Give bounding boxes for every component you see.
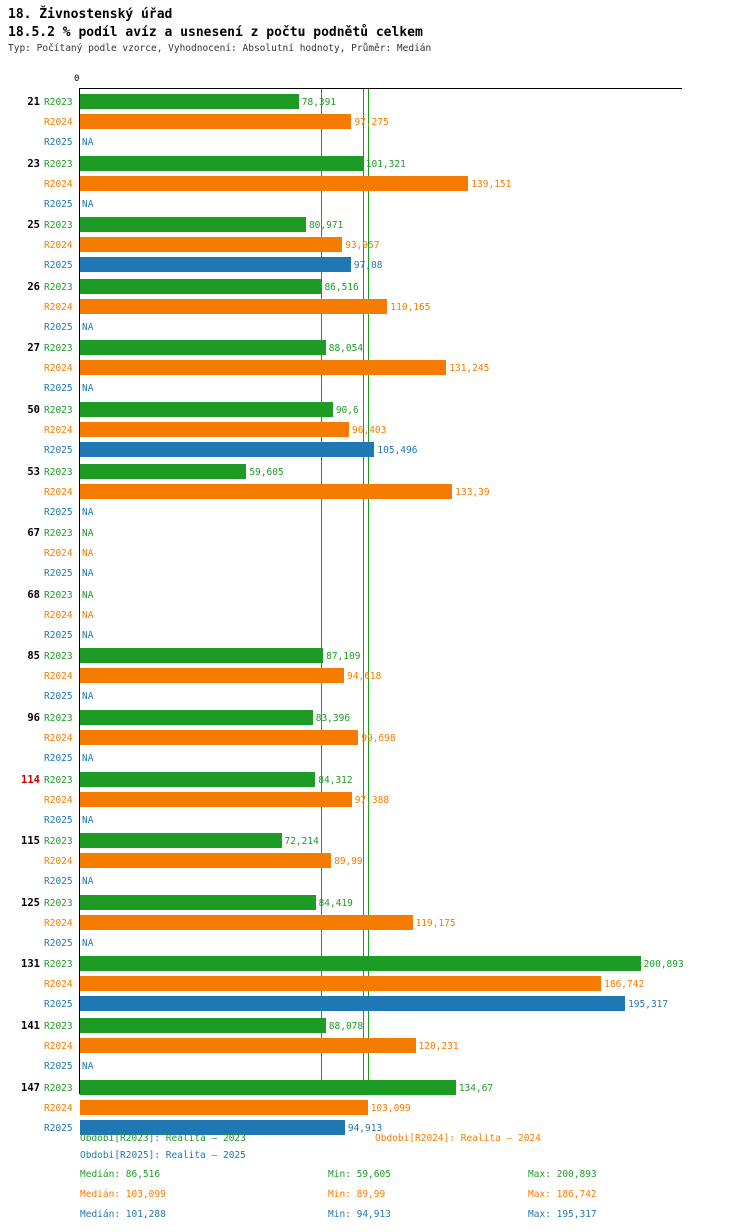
legend-stat-median-2: Medián: 103,099 [80,1189,166,1200]
bar-value-label: 94,618 [347,671,382,683]
chart-bar-row [0,933,750,953]
group-label-147: 147 [21,1081,40,1094]
bar-na-label: NA [82,1061,94,1072]
x-axis-zero-tick: 0 [74,74,80,84]
group-label-115: 115 [21,835,40,848]
series-label-R2024: R2024 [44,486,73,498]
series-label-R2023: R2023 [44,466,73,478]
chart-bar-row [0,810,750,830]
bar-value-label: 97,388 [354,794,390,806]
bar-131-R2023[interactable] [80,956,641,971]
series-label-R2023: R2023 [44,589,73,601]
group-label-23: 23 [27,157,40,170]
chart-group [0,708,750,768]
chart-bar-row [0,686,750,706]
chart-bar-row [0,585,750,605]
series-label-R2025: R2025 [44,321,73,333]
chart-bar-row [0,92,750,112]
series-label-R2023: R2023 [44,836,73,848]
chart-bar-row [0,235,750,255]
bar-value-label: 90,6 [335,405,359,416]
bar-21-R2024[interactable] [80,114,351,129]
chart-bar-row [0,482,750,502]
chart-group [0,646,750,706]
chart-group [0,585,750,645]
chart-bar-row [0,831,750,851]
bar-25-R2025[interactable] [80,257,351,272]
chart-group [0,338,750,398]
chart-legend [0,1124,750,1232]
bar-value-label: 200,893 [643,959,684,971]
bar-27-R2023[interactable] [80,340,326,355]
page-title: 18. Živnostenský úřad [8,7,173,22]
series-label-R2024: R2024 [44,178,73,190]
bar-na-label: NA [82,814,94,826]
chart-bar-row [0,154,750,174]
series-label-R2025: R2025 [44,506,73,518]
bar-114-R2024[interactable] [80,792,352,807]
chart-bar-row [0,215,750,235]
bar-value-label: 133,39 [455,486,490,498]
series-label-R2025: R2025 [44,876,73,888]
legend-item-2: Obdobi[R2024]: Realita – 2024 [375,1133,541,1144]
bar-96-R2024[interactable] [80,730,358,745]
bar-na-label: NA [82,137,94,148]
bar-value-label: 59,605 [249,466,284,478]
chart-bar-row [0,1098,750,1118]
chart-group [0,277,750,337]
series-label-R2025: R2025 [44,999,73,1011]
legend-stat-max-2: Max: 186,742 [528,1189,597,1200]
chart-group [0,215,750,275]
series-label-R2025: R2025 [44,383,73,395]
chart-bar-row [0,790,750,810]
bar-value-label: 120,231 [418,1041,459,1052]
bar-125-R2024[interactable] [80,915,413,930]
chart-bar-row [0,913,750,933]
bar-value-label: 72,214 [284,836,319,848]
bar-na-label: NA [82,383,94,395]
chart-bar-row [0,378,750,398]
chart-header [0,0,750,56]
bar-21-R2023[interactable] [80,94,299,109]
bar-na-label: NA [82,321,94,333]
chart-group [0,462,750,522]
chart-bar-row [0,194,750,214]
chart-bar-row [0,605,750,625]
bar-147-R2023[interactable] [80,1080,456,1095]
bar-value-label: 93,957 [345,240,380,252]
chart-group [0,92,750,152]
chart-bar-row [0,1016,750,1036]
series-label-R2025: R2025 [44,814,73,826]
bar-value-label: 96,403 [352,425,387,436]
chart-bar-row [0,338,750,358]
bar-value-label: 101,321 [365,158,406,170]
bar-125-R2023[interactable] [80,895,316,910]
chart-bar-row [0,770,750,790]
group-label-85: 85 [27,650,40,663]
chart-bar-row [0,420,750,440]
series-label-R2023: R2023 [44,713,73,724]
series-label-R2023: R2023 [44,158,73,170]
bar-50-R2025[interactable] [80,442,374,457]
bar-50-R2024[interactable] [80,422,349,437]
bar-value-label: 131,245 [449,363,490,375]
group-label-141: 141 [21,1020,40,1032]
chart-bar-row [0,1078,750,1098]
chart-bar-row [0,462,750,482]
group-label-96: 96 [27,712,40,724]
group-label-114: 114 [21,773,40,786]
bar-value-label: 78,391 [301,97,337,108]
bar-115-R2024[interactable] [80,853,331,868]
chart-bar-row [0,974,750,994]
chart-bar-row [0,523,750,543]
series-label-R2024: R2024 [44,240,73,252]
chart-group [0,1016,750,1076]
bar-value-label: 88,054 [328,343,364,355]
bar-value-label: 97,08 [353,260,383,272]
series-label-R2024: R2024 [44,609,73,621]
legend-item-3: Obdobi[R2025]: Realita – 2025 [80,1150,246,1161]
bar-value-label: 84,419 [318,897,353,909]
bar-96-R2023[interactable] [80,710,313,725]
group-label-67: 67 [27,527,40,540]
chart-bar-row [0,174,750,194]
legend-stat-min-2: Min: 89,99 [328,1189,386,1200]
series-label-R2024: R2024 [44,979,73,991]
bar-53-R2023[interactable] [80,464,246,479]
bar-131-R2024[interactable] [80,976,601,991]
x-axis-line [79,88,682,89]
chart-bar-row [0,666,750,686]
bar-value-label: 195,317 [628,999,669,1011]
chart-group [0,523,750,583]
series-label-R2024: R2024 [44,117,73,128]
chart-bar-row [0,871,750,891]
chart-group [0,831,750,891]
chart-bar-row [0,994,750,1014]
group-label-27: 27 [27,342,40,355]
series-label-R2024: R2024 [44,733,73,744]
series-label-R2024: R2024 [44,856,73,868]
series-label-R2025: R2025 [44,691,73,703]
chart-bar-row [0,748,750,768]
bar-27-R2024[interactable] [80,360,446,375]
series-label-R2023: R2023 [44,220,73,232]
series-label-R2023: R2023 [44,959,73,971]
legend-stat-max-3: Max: 195,317 [528,1209,597,1220]
bar-53-R2024[interactable] [80,484,452,499]
bar-value-label: 110,165 [390,301,431,313]
group-label-131: 131 [21,958,40,971]
series-label-R2025: R2025 [44,1061,73,1072]
legend-item-1: Obdobi[R2023]: Realita – 2023 [80,1133,246,1144]
bar-115-R2023[interactable] [80,833,282,848]
bar-na-label: NA [82,876,94,888]
bar-value-label: 99,698 [361,733,396,744]
legend-stat-median-3: Medián: 101,288 [80,1209,166,1220]
legend-stat-min-3: Min: 94,913 [328,1209,391,1220]
chart-bar-row [0,112,750,132]
bar-na-label: NA [82,506,94,518]
chart-bar-row [0,851,750,871]
bar-141-R2024[interactable] [80,1038,416,1053]
chart-group [0,154,750,214]
chart-group [0,400,750,460]
series-label-R2024: R2024 [44,1041,73,1052]
bar-141-R2023[interactable] [80,1018,326,1033]
chart-bar-row [0,1056,750,1076]
series-label-R2024: R2024 [44,425,73,436]
bar-131-R2025[interactable] [80,996,625,1011]
group-label-25: 25 [27,219,40,232]
chart-bar-row [0,625,750,645]
chart-plot-area [0,74,750,1134]
series-label-R2025: R2025 [44,629,73,641]
bar-147-R2024[interactable] [80,1100,368,1115]
group-label-125: 125 [21,896,40,909]
bar-value-label: 139,151 [471,178,512,190]
bar-value-label: 105,496 [377,445,418,456]
series-label-R2024: R2024 [44,794,73,806]
bar-50-R2023[interactable] [80,402,333,417]
chart-bar-row [0,543,750,563]
chart-bar-row [0,255,750,275]
series-label-R2025: R2025 [44,937,73,949]
bar-26-R2023[interactable] [80,279,321,294]
series-label-R2023: R2023 [44,1082,73,1094]
series-label-R2023: R2023 [44,897,73,909]
bar-na-label: NA [82,753,94,764]
bar-value-label: 103,099 [370,1102,411,1114]
bar-25-R2024[interactable] [80,237,342,252]
series-label-R2024: R2024 [44,917,73,929]
series-label-R2023: R2023 [44,774,73,786]
bar-25-R2023[interactable] [80,217,306,232]
bar-value-label: 80,971 [308,220,344,232]
series-label-R2024: R2024 [44,548,73,560]
chart-group [0,770,750,830]
bar-value-label: 86,516 [324,281,359,293]
series-label-R2023: R2023 [44,97,73,108]
chart-bar-row [0,502,750,522]
bar-na-label: NA [82,589,94,601]
bar-23-R2024[interactable] [80,176,468,191]
bar-na-label: NA [82,609,94,621]
series-label-R2025: R2025 [44,1122,73,1134]
series-label-R2023: R2023 [44,343,73,355]
series-label-R2025: R2025 [44,568,73,580]
series-label-R2023: R2023 [44,405,73,416]
chart-bar-row [0,563,750,583]
bar-value-label: 87,109 [326,651,361,663]
series-label-R2023: R2023 [44,651,73,663]
bar-na-label: NA [82,937,94,949]
series-label-R2024: R2024 [44,671,73,683]
bar-na-label: NA [82,528,94,540]
bar-value-label: 97,275 [354,117,389,128]
bar-na-label: NA [82,629,94,641]
legend-stat-median-1: Medián: 86,516 [80,1169,161,1180]
series-label-R2023: R2023 [44,528,73,540]
bar-85-R2024[interactable] [80,668,344,683]
bar-value-label: 88,078 [328,1021,364,1032]
series-label-R2024: R2024 [44,1102,73,1114]
bar-value-label: 186,742 [604,979,645,991]
chart-bar-row [0,277,750,297]
series-label-R2025: R2025 [44,445,73,456]
chart-title: 18.5.2 % podíl avíz a usnesení z počtu podnětů celkem [8,25,423,40]
series-label-R2024: R2024 [44,363,73,375]
bar-value-label: 134,67 [458,1082,494,1094]
series-label-R2024: R2024 [44,301,73,313]
legend-stat-min-1: Min: 59,605 [328,1169,391,1180]
chart-bar-row [0,646,750,666]
chart-bar-row [0,1036,750,1056]
bar-114-R2023[interactable] [80,772,315,787]
bar-value-label: 84,312 [318,774,353,786]
chart-group [0,954,750,1014]
series-label-R2025: R2025 [44,260,73,272]
bar-23-R2023[interactable] [80,156,363,171]
bar-value-label: 83,396 [315,713,351,724]
series-label-R2023: R2023 [44,1021,73,1032]
chart-bar-row [0,708,750,728]
group-label-68: 68 [27,588,40,601]
group-label-26: 26 [27,280,40,293]
bar-85-R2023[interactable] [80,648,323,663]
series-label-R2025: R2025 [44,198,73,210]
series-label-R2025: R2025 [44,137,73,148]
group-label-50: 50 [27,404,40,416]
chart-subtitle: Typ: Počítaný podle vzorce, Vyhodnocení: Absolutní hodnoty, Průměr: Medián [8,43,432,54]
chart-group [0,893,750,953]
chart-bar-row [0,954,750,974]
chart-bar-row [0,893,750,913]
chart-bar-row [0,400,750,420]
chart-bar-row [0,728,750,748]
bar-na-label: NA [82,198,94,210]
chart-bar-row [0,317,750,337]
chart-bar-row [0,440,750,460]
chart-bar-row [0,132,750,152]
bar-value-label: 94,913 [347,1122,383,1134]
chart-bar-row [0,358,750,378]
legend-stat-max-1: Max: 200,893 [528,1169,597,1180]
chart-bar-row [0,297,750,317]
bar-na-label: NA [82,568,94,580]
series-label-R2023: R2023 [44,281,73,293]
group-label-21: 21 [27,96,40,108]
bar-value-label: 119,175 [415,917,456,929]
group-label-53: 53 [27,465,40,478]
bar-value-label: 89,99 [334,856,363,868]
bar-26-R2024[interactable] [80,299,387,314]
series-label-R2025: R2025 [44,753,73,764]
bar-na-label: NA [82,691,94,703]
bar-na-label: NA [82,548,94,560]
